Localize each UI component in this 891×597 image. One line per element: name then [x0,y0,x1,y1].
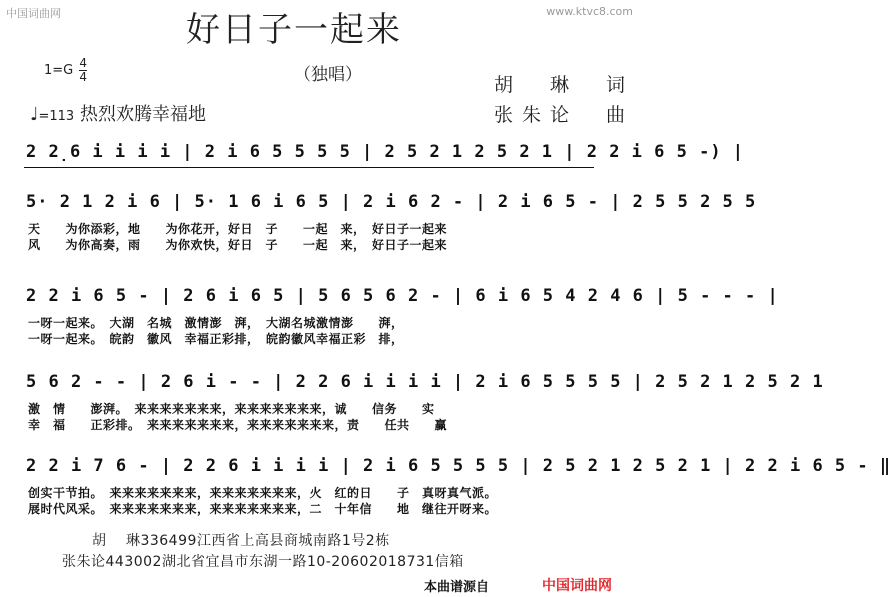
lyrics-line-2a: 天 为你添彩，地 为你花开，好日 子 一起 来， 好日子一起来 [28,222,448,236]
composer-credit: 张朱论 曲 [494,104,635,126]
beam-line [24,167,594,168]
time-signature [79,58,87,83]
lyrics-line-4a: 激 情 澎湃。 来来来来来来来，来来来来来来来，诚 信务 实 [28,402,435,416]
quarter-note-icon: ♩ [30,104,39,125]
lyrics-line-4b: 幸 福 正彩排。 来来来来来来来，来来来来来来来，责 任共 赢 [28,418,448,432]
lyrics-line-3a: 一呀一起来。 大湖 名城 激情澎 湃， 大湖名城激情澎 湃， [28,316,404,330]
source-label: 本曲谱源自 [424,580,490,595]
tempo-expression: 热烈欢腾幸福地 [79,104,206,125]
music-line-3: 2 2 i 6 5 - | 2 6 i 6 5 | 5 6 5 6 2 - | 6 i 6 5 4 2 4 6 | 5 - - - | [26,286,779,306]
watermark-right: www.ktvc8.com [546,5,633,18]
tempo-value: =113 [38,109,75,124]
music-line-1: 2 2̣6 i i i i | 2 i 6 5 5 5 5 | 2 5 2 1 2 5 2 1 | 2 2 i 6 5 -) | [26,142,745,162]
time-bottom: 4 [79,70,88,84]
tempo-marking [30,100,206,126]
song-title: 好日子一起来 [186,10,402,50]
music-line-4: 5 6 2 - - | 2 6 i - - | 2 2 6 i i i i | 2 i 6 5 5 5 5 | 2 5 2 1 2 5 2 1 [26,372,824,392]
lyrics-line-5a: 创实干节拍。 来来来来来来来，来来来来来来来，火 红的日 子 真呀真气派。 [28,486,498,500]
lyrics-line-3b: 一呀一起来。 皖韵 徽风 幸福正彩排， 皖韵徽风幸福正彩 排， [28,332,404,346]
music-line-5: 2 2 i 7 6 - | 2 2 6 i i i i | 2 i 6 5 5 5 5 | 2 5 2 1 2 5 2 1 | 2 2 i 6 5 - ‖ [26,456,891,476]
song-subtitle: （独唱） [294,65,362,85]
music-line-2: 5· 2 1 2 i 6 | 5· 1 6 i 6 5 | 2 i 6 2 - | 2 i 6 5 - | 2 5 5 2 5 5 [26,192,757,212]
key-label: 1=G [44,63,74,78]
lyrics-line-5b: 展时代风采。 来来来来来来来，来来来来来来来，二 十年信 地 继往开呀来。 [28,502,498,516]
time-top: 4 [79,56,88,70]
composer-address: 张朱论443002湖北省宜昌市东湖一路10-20602018731信箱 [62,554,464,570]
key-signature [44,58,87,83]
brand-logo-text[interactable]: 中国词曲网 [542,578,612,594]
lyricist-credit: 胡 琳 词 [494,74,635,96]
lyricist-address: 胡 琳336499江西省上高县商城南路1号2栋 [92,533,390,549]
lyrics-line-2b: 风 为你高奏，雨 为你欢快，好日 子 一起 来， 好日子一起来 [28,238,448,252]
watermark-left: 中国词曲网 [6,7,61,20]
